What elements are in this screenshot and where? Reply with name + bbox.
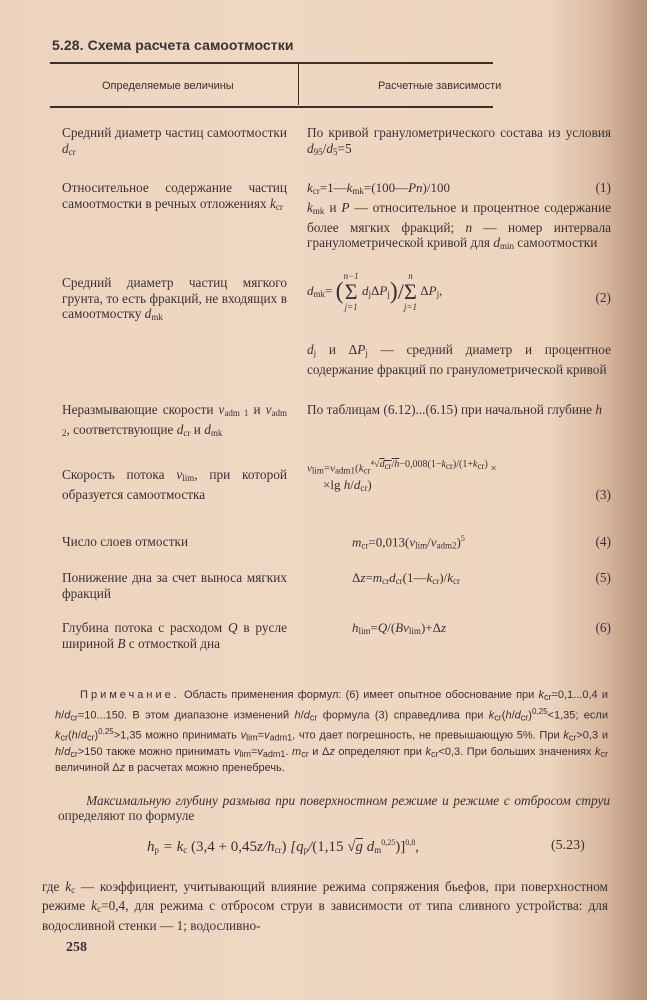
table-header-rule xyxy=(50,106,493,108)
formula-2: $d_{mk}= (n-1$ Σ j=1 $d_j\Delta P_j)/n$ Σ j=1 $\Delta P_j$, xyxy=(307,271,443,312)
page-number: 258 xyxy=(66,940,87,955)
row-3-quantity: Средний диаметр частиц мягкого грунта, то есть фракций, не входящих в самоотмостку $d_{mk}$ xyxy=(62,275,287,322)
formula-4: $m_{cr}=0,013(v_{lim}/v_{adm2})^5$ xyxy=(352,534,465,551)
eq-number-5: (5) xyxy=(595,570,611,585)
eq-number-2: (2) xyxy=(595,290,611,305)
paragraph-intro-italic: Максимальную глубину размыва при поверхностном режиме и режиме с отбросом струи xyxy=(86,793,610,808)
main-formula-eq-number: (5.23) xyxy=(551,838,585,853)
row-3-dependency: $d_j$ и $\Delta P_j$ — средний диаметр и процентное содержание фракций по гранулометрической кривой xyxy=(307,342,611,377)
eq-number-1: (1) xyxy=(595,180,611,195)
table-note: Примечание. Область применения формул: (6) имеет опытное обоснование при $k_{cr}=0,1...0,4$ и $h/d_{cr}=10...150$. В этом диапазоне изменений $h/d_{cr}$ формула (3) справедлива при $k_{cr}(h/d_{cr})^{0,25}<1,35$; если $k_{cr}(h/d_{cr})^{0,25}>1,35$ можно принимать $v_{lim}=v_{adm1}$, что дает погрешность, не превышающую 5%. При $k_{cr}>0,3$ и $h/d_{cr}>150$ также можно принимать $v_{lim}=v_{adm1}$. $m_{cr}$ и Δz определяют при $k_{cr}<0,3$. При больших значениях $k_{cr}$ величиной Δz в расчетах можно пренебречь. xyxy=(55,689,608,775)
eq-number-4: (4) xyxy=(595,534,611,549)
header-dependencies: Расчетные зависимости xyxy=(378,80,502,92)
row-7-quantity: Понижение дна за счет выноса мягких фракций xyxy=(62,570,287,601)
formula-5: $\Delta z=m_{cr}d_{cr}(1—k_{cr})/k_{cr}$ xyxy=(352,570,461,586)
header-divider xyxy=(298,63,299,105)
main-formula: $h_p = k_c$ $(3,4 + 0,45z/h_{cr})$ [$q_p/(1,15$ √g $d_m^{0,25})]^{0,8}$, xyxy=(147,838,420,855)
formula-6: $h_{lim}=Q/(Bv_{lim})+\Delta z$ xyxy=(352,620,447,636)
eq-number-3: (3) xyxy=(595,487,611,502)
row-4-dependency: По таблицам (6.12)...(6.15) при начальной глубине h xyxy=(307,402,603,417)
paragraph-intro-rest: определяют по формуле xyxy=(58,808,195,824)
row-6-quantity: Число слоев отмостки xyxy=(62,534,189,549)
row-2-quantity: Относительное содержание частиц самоотмостки в речных отложениях $k_{cr}$ xyxy=(62,180,287,212)
row-1-quantity: Средний диаметр частиц самоотмостки $d_{cr}$ xyxy=(62,125,287,157)
table-title: 5.28. Схема расчета самоотмостки xyxy=(52,37,294,53)
paragraph-intro xyxy=(58,793,610,824)
row-4-quantity: Неразмывающие скорости $v_{adm 1}$ и $v_{adm 2}$, соответствующие $d_{cr}$ и $d_{mk}$ xyxy=(62,402,288,438)
paragraph-where: где $k_c$ — коэффициент, учитывающий влияние режима сопряжения бьефов, при поверхностном режиме $k_c=0,4$, для режима с отбросом струи в зависимости от типа сливного устройства: для водосливной стенки — 1; водосливно- xyxy=(42,879,609,933)
table-top-rule xyxy=(50,62,493,64)
eq-number-6: (6) xyxy=(595,620,611,635)
note-label: Примечание. xyxy=(80,689,180,701)
formula-1: $k_{cr}=1—k_{mk}=(100—Pn)/100$ xyxy=(307,180,450,196)
row-5-quantity: Скорость потока $v_{lim}$, при которой образуется самоотмостка xyxy=(62,467,287,502)
formula-3: $v_{lim}=v_{adm1}(k_{cr}^{^4√d_{cr}/h-0,008(1-k_{cr})/(1+k_{cr})}$ × ×lg $h/d_{cr}$) xyxy=(307,459,497,493)
row-8-quantity: Глубина потока с расходом Q в русле шириной B с отмосткой дна xyxy=(62,620,287,651)
row-2-dependency: $k_{mk}$ и P — относительное и процентное содержание более мягких фракций; n — номер интервала гранулометрической кривой для $d_{min}$ самоотмостки xyxy=(307,200,611,251)
row-1-dependency: По кривой гранулометрического состава из условия $d_{95}/d_5=5$ xyxy=(307,125,611,157)
header-quantities: Определяемые величины xyxy=(102,80,234,92)
